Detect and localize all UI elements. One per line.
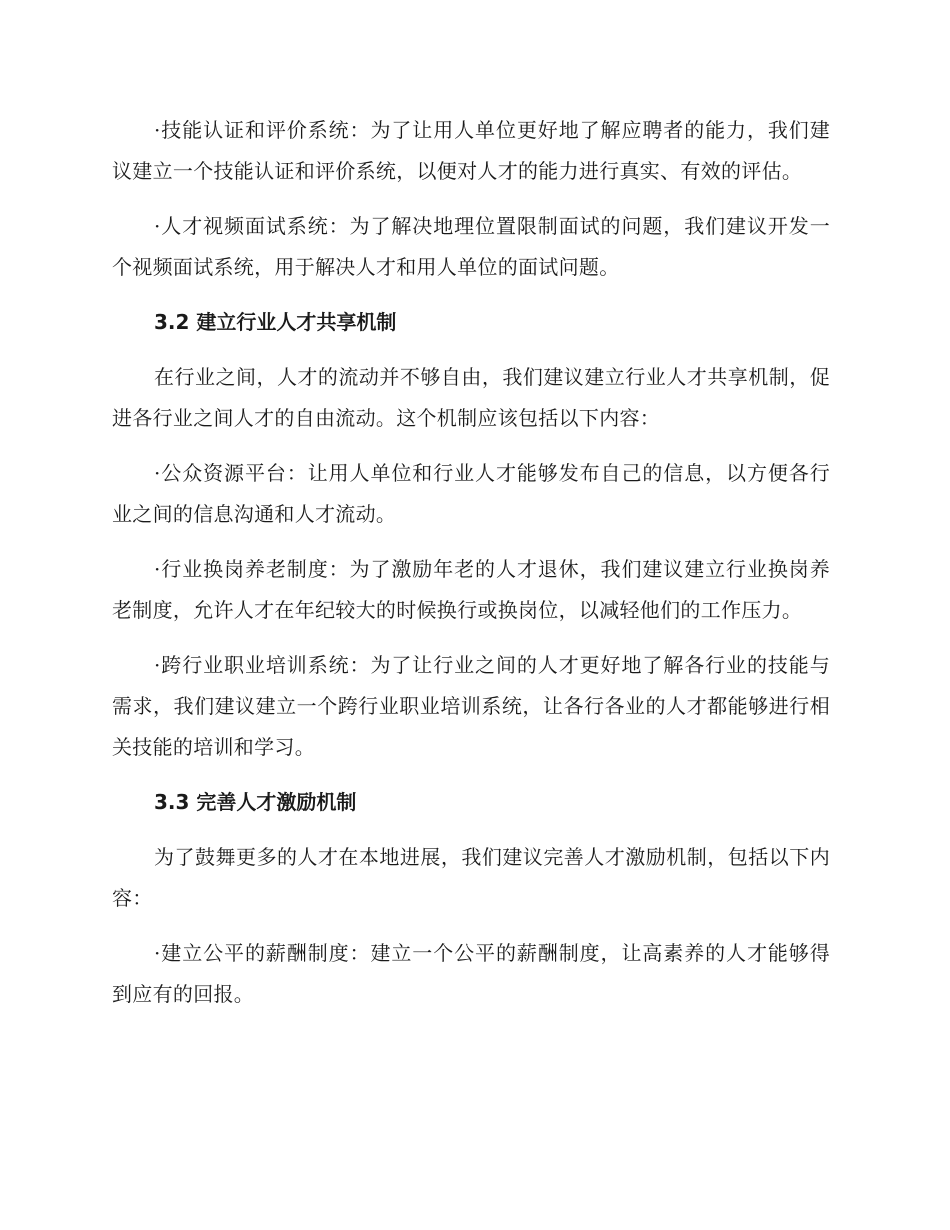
- paragraph-incentive-mechanism: 为了鼓舞更多的人才在本地进展，我们建议完善人才激励机制，包括以下内容：: [112, 845, 830, 910]
- paragraph-industry-sharing: 在行业之间，人才的流动并不够自由，我们建议建立行业人才共享机制，促进各行业之间人才的自由流动。这个机制应该包括以下内容：: [112, 365, 830, 430]
- bullet-public-resource-platform: ·公众资源平台：让用人单位和行业人才能够发布自己的信息，以方便各行业之间的信息沟通和人才流动。: [112, 461, 830, 526]
- section-heading-3-2: 3.2 建立行业人才共享机制: [154, 310, 397, 334]
- bullet-job-rotation-pension: ·行业换岗养老制度：为了激励年老的人才退休，我们建议建立行业换岗养老制度，允许人才在年纪较大的时候换行或换岗位，以减轻他们的工作压力。: [112, 557, 830, 622]
- bullet-skill-certification: ·技能认证和评价系统：为了让用人单位更好地了解应聘者的能力，我们建议建立一个技能认证和评价系统，以便对人才的能力进行真实、有效的评估。: [112, 118, 830, 183]
- bullet-video-interview: ·人才视频面试系统：为了解决地理位置限制面试的问题，我们建议开发一个视频面试系统，用于解决人才和用人单位的面试问题。: [112, 214, 830, 279]
- document-body: [112, 110, 830, 1029]
- bullet-fair-salary: ·建立公平的薪酬制度：建立一个公平的薪酬制度，让高素养的人才能够得到应有的回报。: [112, 941, 830, 1006]
- section-heading-3-3: 3.3 完善人才激励机制: [154, 790, 357, 814]
- bullet-cross-industry-training: ·跨行业职业培训系统：为了让行业之间的人才更好地了解各行业的技能与需求，我们建议建立一个跨行业职业培训系统，让各行各业的人才都能够进行相关技能的培训和学习。: [112, 653, 830, 759]
